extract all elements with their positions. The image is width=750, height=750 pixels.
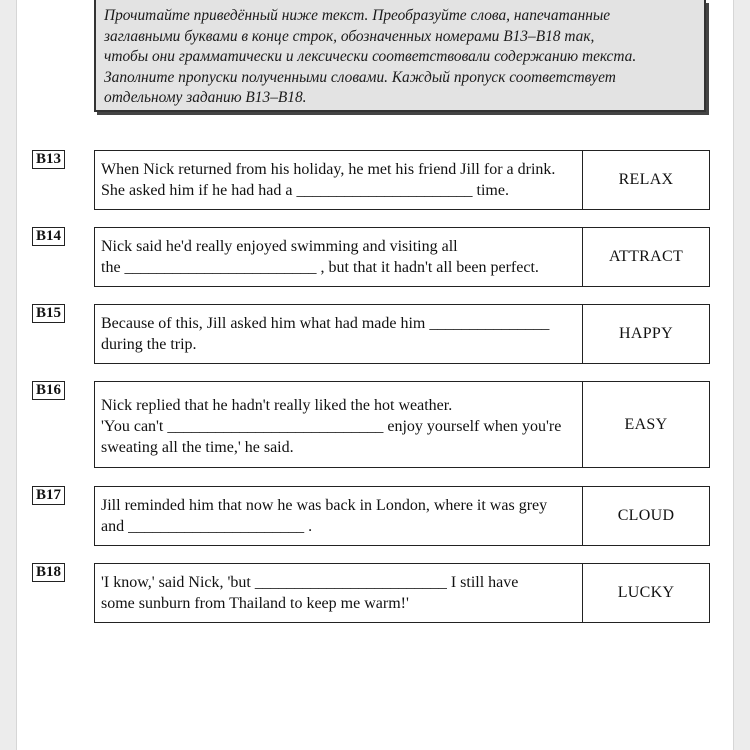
task-keyword: EASY: [624, 415, 668, 433]
task-text-line: She asked him if he had had a ______________________ time.: [101, 182, 509, 199]
page-edge-left: [0, 0, 17, 750]
task-b16: [32, 381, 710, 468]
instructions-line: заглавными буквами в конце строк, обозначенных номерами B13–B18 так,: [104, 27, 595, 45]
task-text-line: 'You can't ___________________________ enjoy yourself when you're: [101, 418, 562, 435]
task-text-line: Nick replied that he hadn't really liked the hot weather.: [101, 397, 453, 414]
task-label: B15: [32, 304, 65, 323]
task-keyword: CLOUD: [617, 507, 675, 524]
task-text: [95, 487, 583, 545]
task-text-line: 'I know,' said Nick, 'but ________________________ I still have: [101, 574, 519, 591]
task-label: B16: [32, 381, 65, 400]
task-b15: [32, 304, 710, 364]
task-label: B17: [32, 486, 65, 505]
task-b18: [32, 563, 710, 623]
task-b17: [32, 486, 710, 546]
task-text: [95, 228, 583, 286]
task-keyword: ATTRACT: [608, 248, 684, 265]
task-text-line: Because of this, Jill asked him what had made him _______________: [101, 315, 550, 332]
task-text-line: and ______________________ .: [101, 518, 313, 535]
task-text: [95, 305, 583, 363]
task-box: [94, 381, 710, 468]
instructions-line: чтобы они грамматически и лексически соответствовали содержанию текста.: [104, 48, 637, 65]
task-text-line: sweating all the time,' he said.: [101, 439, 294, 456]
instructions-box: [94, 0, 706, 112]
task-label: B13: [32, 150, 65, 169]
task-box: [94, 486, 710, 546]
instructions-line: Прочитайте приведённый ниже текст. Преобразуйте слова, напечатанные: [104, 7, 611, 24]
task-label: B18: [32, 563, 65, 582]
task-text-line: When Nick returned from his holiday, he met his friend Jill for a drink.: [101, 161, 556, 178]
task-box: [94, 304, 710, 364]
task-text-line: some sunburn from Thailand to keep me warm!': [101, 595, 409, 612]
task-text-line: during the trip.: [101, 336, 197, 353]
task-b14: [32, 227, 710, 287]
task-text-line: the ________________________ , but that it hadn't all been perfect.: [101, 259, 539, 276]
task-keyword: HAPPY: [619, 325, 673, 342]
task-keyword: RELAX: [618, 171, 674, 188]
task-text-line: Nick said he'd really enjoyed swimming and visiting all: [101, 238, 458, 255]
task-keyword: LUCKY: [617, 584, 675, 601]
page-edge-right: [733, 0, 750, 750]
task-b13: [32, 150, 710, 210]
task-text: [95, 382, 583, 467]
task-text: [95, 151, 583, 209]
task-box: [94, 563, 710, 623]
task-box: [94, 227, 710, 287]
instructions-line: отдельному заданию B13–B18.: [104, 89, 307, 106]
instructions-line: Заполните пропуски полученными словами. Каждый пропуск соответствует: [104, 68, 616, 86]
task-box: [94, 150, 710, 210]
task-label: B14: [32, 227, 65, 246]
task-text-line: Jill reminded him that now he was back in London, where it was grey: [101, 497, 548, 514]
task-text: [95, 564, 583, 622]
